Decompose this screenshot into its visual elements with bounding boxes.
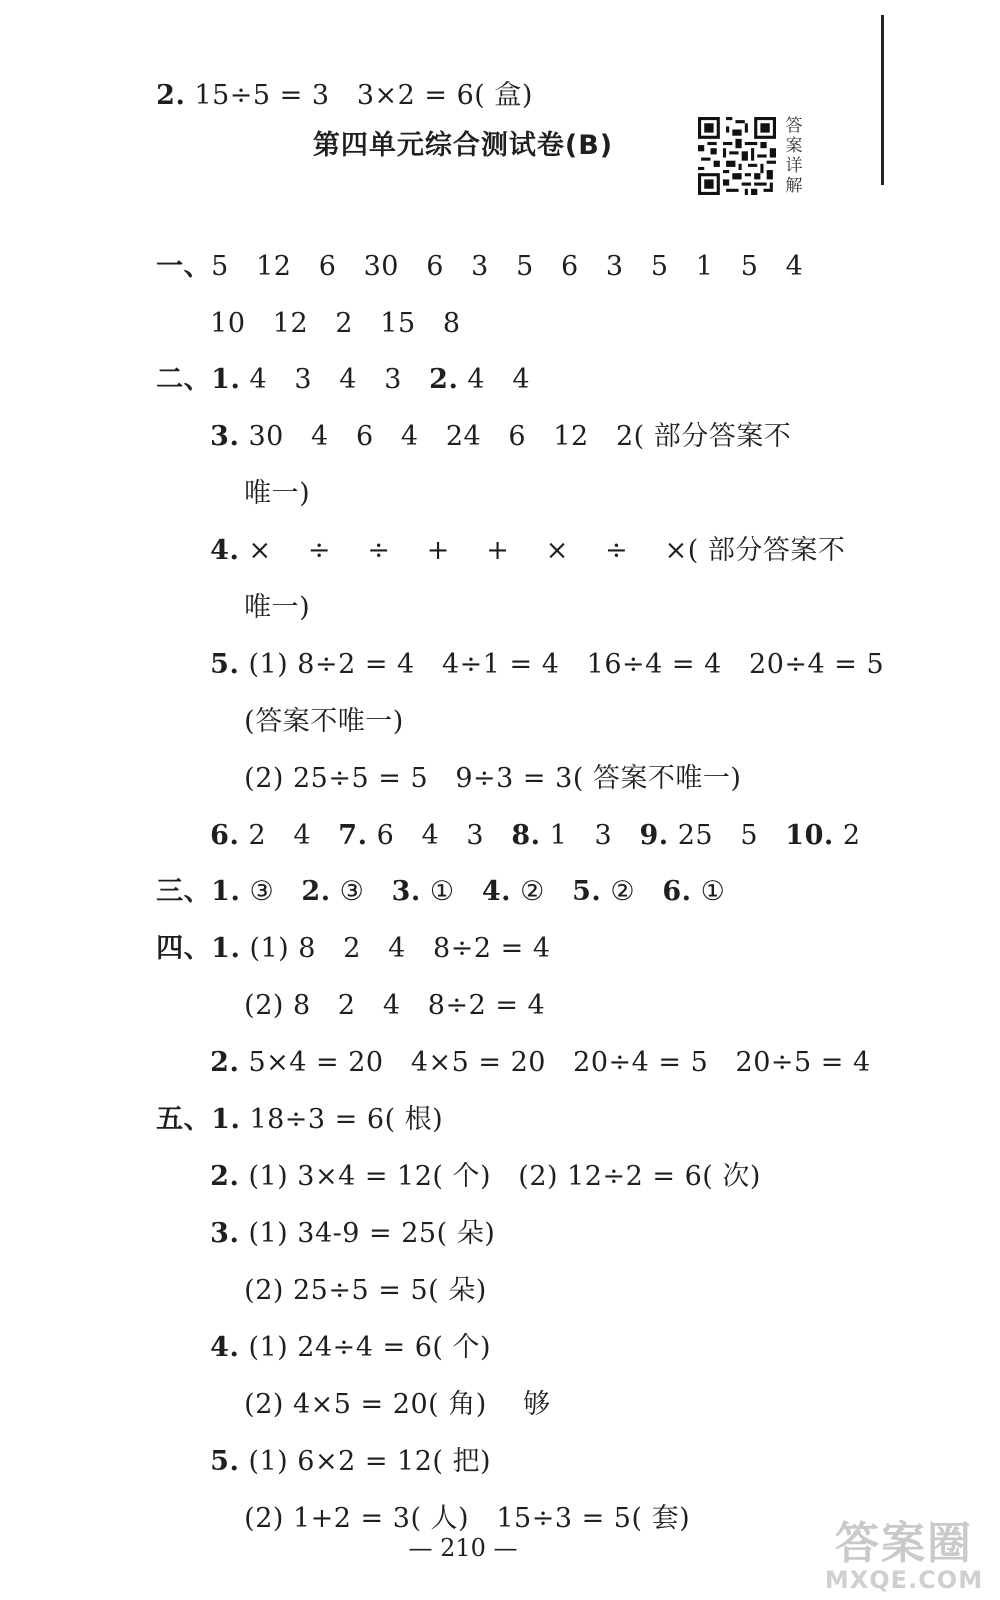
q-num: 3.	[210, 1218, 240, 1249]
q-num: 3.	[210, 421, 240, 452]
section5-q5-part2	[226, 1465, 690, 1537]
answer-text: 1 3	[540, 820, 640, 851]
answer-text: ②	[511, 876, 573, 907]
answer-text: ①	[420, 876, 482, 907]
q-num: 2.	[210, 1047, 240, 1078]
answer-text: (1) 3×4 = 12( 个) (2) 12÷2 = 6( 次)	[239, 1161, 761, 1192]
q-num: 4.	[210, 1332, 240, 1363]
q-num: 5.	[572, 876, 602, 907]
section2-label: 二、	[156, 364, 212, 395]
q-num: 6.	[662, 876, 692, 907]
top-answer-line	[138, 42, 533, 114]
watermark-logo	[816, 1520, 992, 1596]
answer-text: (答案不唯一)	[244, 706, 404, 737]
page-title: 第四单元综合测试卷(B)	[312, 130, 614, 161]
answer-text: (2) 8 2 4 8÷2 = 4	[244, 990, 546, 1021]
q-num: 3.	[391, 876, 421, 907]
section5-label: 五、	[156, 1104, 212, 1135]
q-num: 9.	[639, 820, 669, 851]
q-num: 2.	[429, 364, 459, 395]
section1-answers-1: 5 12 6 30 6 3 5 6 3 5 1 5 4	[211, 251, 804, 282]
qr-label: 答案详解	[785, 116, 803, 196]
answer-text: ①	[691, 876, 726, 907]
section4-label: 四、	[156, 933, 212, 964]
answer-text: 2 4	[239, 820, 339, 851]
watermark-sub: MXQE.COM	[824, 1566, 984, 1594]
section3-label: 三、	[156, 876, 212, 907]
answer-text: (1) 34-9 = 25( 朵)	[239, 1218, 496, 1249]
q-num: 10.	[785, 820, 834, 851]
page-number: — 210 —	[408, 1534, 518, 1562]
answer-text: 6 4 3	[367, 820, 512, 851]
q-num: 5.	[210, 649, 240, 680]
answer-text: (2) 25÷5 = 5( 朵)	[244, 1275, 487, 1306]
answer-text: ③	[330, 876, 392, 907]
q-num: 2.	[210, 1161, 240, 1192]
q-num: 4.	[210, 535, 240, 566]
q-num: 1.	[211, 364, 241, 395]
answer-text: (1) 6×2 = 12( 把)	[239, 1446, 492, 1477]
answer-text: (1) 8÷2 = 4 4÷1 = 4 16÷4 = 4 20÷4 = 5	[239, 649, 885, 680]
q-num: 8.	[511, 820, 541, 851]
q-num: 1.	[211, 876, 241, 907]
answer-text: 25 5	[668, 820, 786, 851]
answer-text: ②	[601, 876, 663, 907]
qr-code-icon[interactable]	[698, 117, 776, 195]
answer-text: (2) 1+2 = 3( 人) 15÷3 = 5( 套)	[244, 1503, 691, 1534]
answer-text: 5×4 = 20 4×5 = 20 20÷4 = 5 20÷5 = 4	[239, 1047, 871, 1078]
answer-text: ③	[240, 876, 302, 907]
answer-text: 2	[833, 820, 861, 851]
q-num: 6.	[210, 820, 240, 851]
answer-text: 唯一)	[244, 592, 311, 623]
answer-text: (1) 8 2 4 8÷2 = 4	[240, 933, 551, 964]
answer-text: 30 4 6 4 24 6 12 2( 部分答案不	[239, 421, 792, 452]
section1-answers-2: 10 12 2 15 8	[210, 308, 461, 339]
watermark-main: 答案圈	[835, 1518, 973, 1569]
q-num: 5.	[210, 1446, 240, 1477]
q-num: 1.	[211, 933, 241, 964]
q-num: 4.	[481, 876, 512, 907]
q-num: 7.	[338, 820, 368, 851]
answer-text: 唯一)	[244, 478, 311, 509]
q-num: 1.	[211, 1104, 241, 1135]
answer-text: (2) 4×5 = 20( 角) 够	[244, 1389, 551, 1420]
answer-text: 4 4	[458, 364, 531, 395]
answer-text: (1) 24÷4 = 6( 个)	[239, 1332, 492, 1363]
top-answer-text: 15÷5 = 3 3×2 = 6( 盒)	[185, 80, 533, 111]
answer-text: × ÷ ÷ + + × ÷ ×( 部分答案不	[239, 535, 846, 566]
answer-text: 4 3 4 3	[240, 364, 430, 395]
answer-text: (2) 25÷5 = 5 9÷3 = 3( 答案不唯一)	[244, 763, 742, 794]
answer-text: 18÷3 = 6( 根)	[240, 1104, 444, 1135]
top-answer-num: 2.	[156, 80, 186, 111]
section1-label: 一、	[156, 251, 212, 282]
q-num: 2.	[301, 876, 331, 907]
